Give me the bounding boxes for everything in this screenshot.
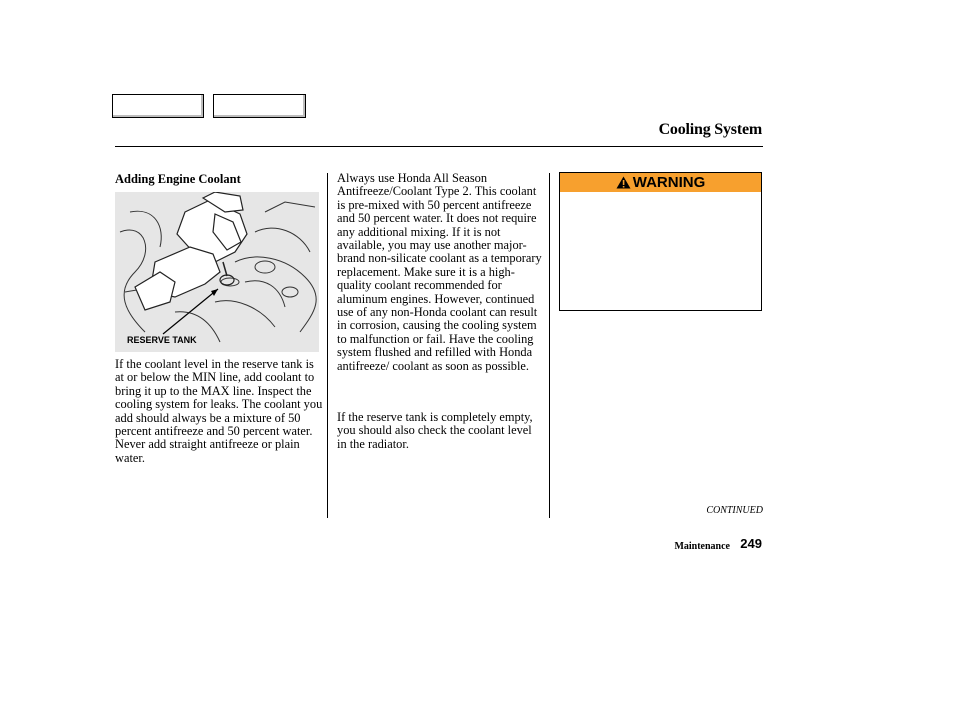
page-title: Cooling System [658, 121, 762, 138]
nav-tab-1[interactable] [112, 94, 204, 118]
nav-tab-2[interactable] [213, 94, 306, 118]
middle-body-text-2: If the reserve tank is completely empty, you should also check the coolant level in the radiator. [337, 410, 533, 451]
section-heading: Adding Engine Coolant [115, 172, 241, 186]
column-divider-2 [549, 173, 550, 518]
middle-body-text-1: Always use Honda All Season Antifreeze/Coolant Type 2. This coolant is pre-mixed with 50 percent antifreeze and 50 percent water. It does not require any additional mixing. If it is not available, you may use another major-brand non-silicate coolant as a temporary replacement. Make sure it is a high-quality coolant recommended for aluminum engines. However, continued use of any non-Honda coolant can result in corrosion, causing the cooling system to malfunction or fail. Have the cooling system flushed and refilled with Honda antifreeze/ coolant as soon as possible. [337, 171, 542, 373]
page-number: 249 [740, 536, 762, 551]
header-rule [115, 146, 763, 147]
left-body-text: If the coolant level in the reserve tank is at or below the MIN line, add coolant to bring it up to the MAX line. Inspect the cooling system for leaks. The coolant you add should always be a mixture of 50 percent antifreeze and 50 percent water. Never add straight antifreeze or plain water. [115, 357, 323, 465]
column-divider-1 [327, 173, 328, 518]
engine-drawing-icon [115, 192, 319, 352]
warning-box [559, 172, 762, 311]
reserve-tank-label: RESERVE TANK [127, 335, 197, 345]
warning-header [560, 173, 761, 192]
continued-label: CONTINUED [706, 505, 763, 516]
section-name: Maintenance [674, 541, 730, 552]
warning-triangle-icon [616, 176, 631, 189]
engine-illustration [115, 192, 319, 352]
warning-label: WARNING [632, 174, 706, 191]
